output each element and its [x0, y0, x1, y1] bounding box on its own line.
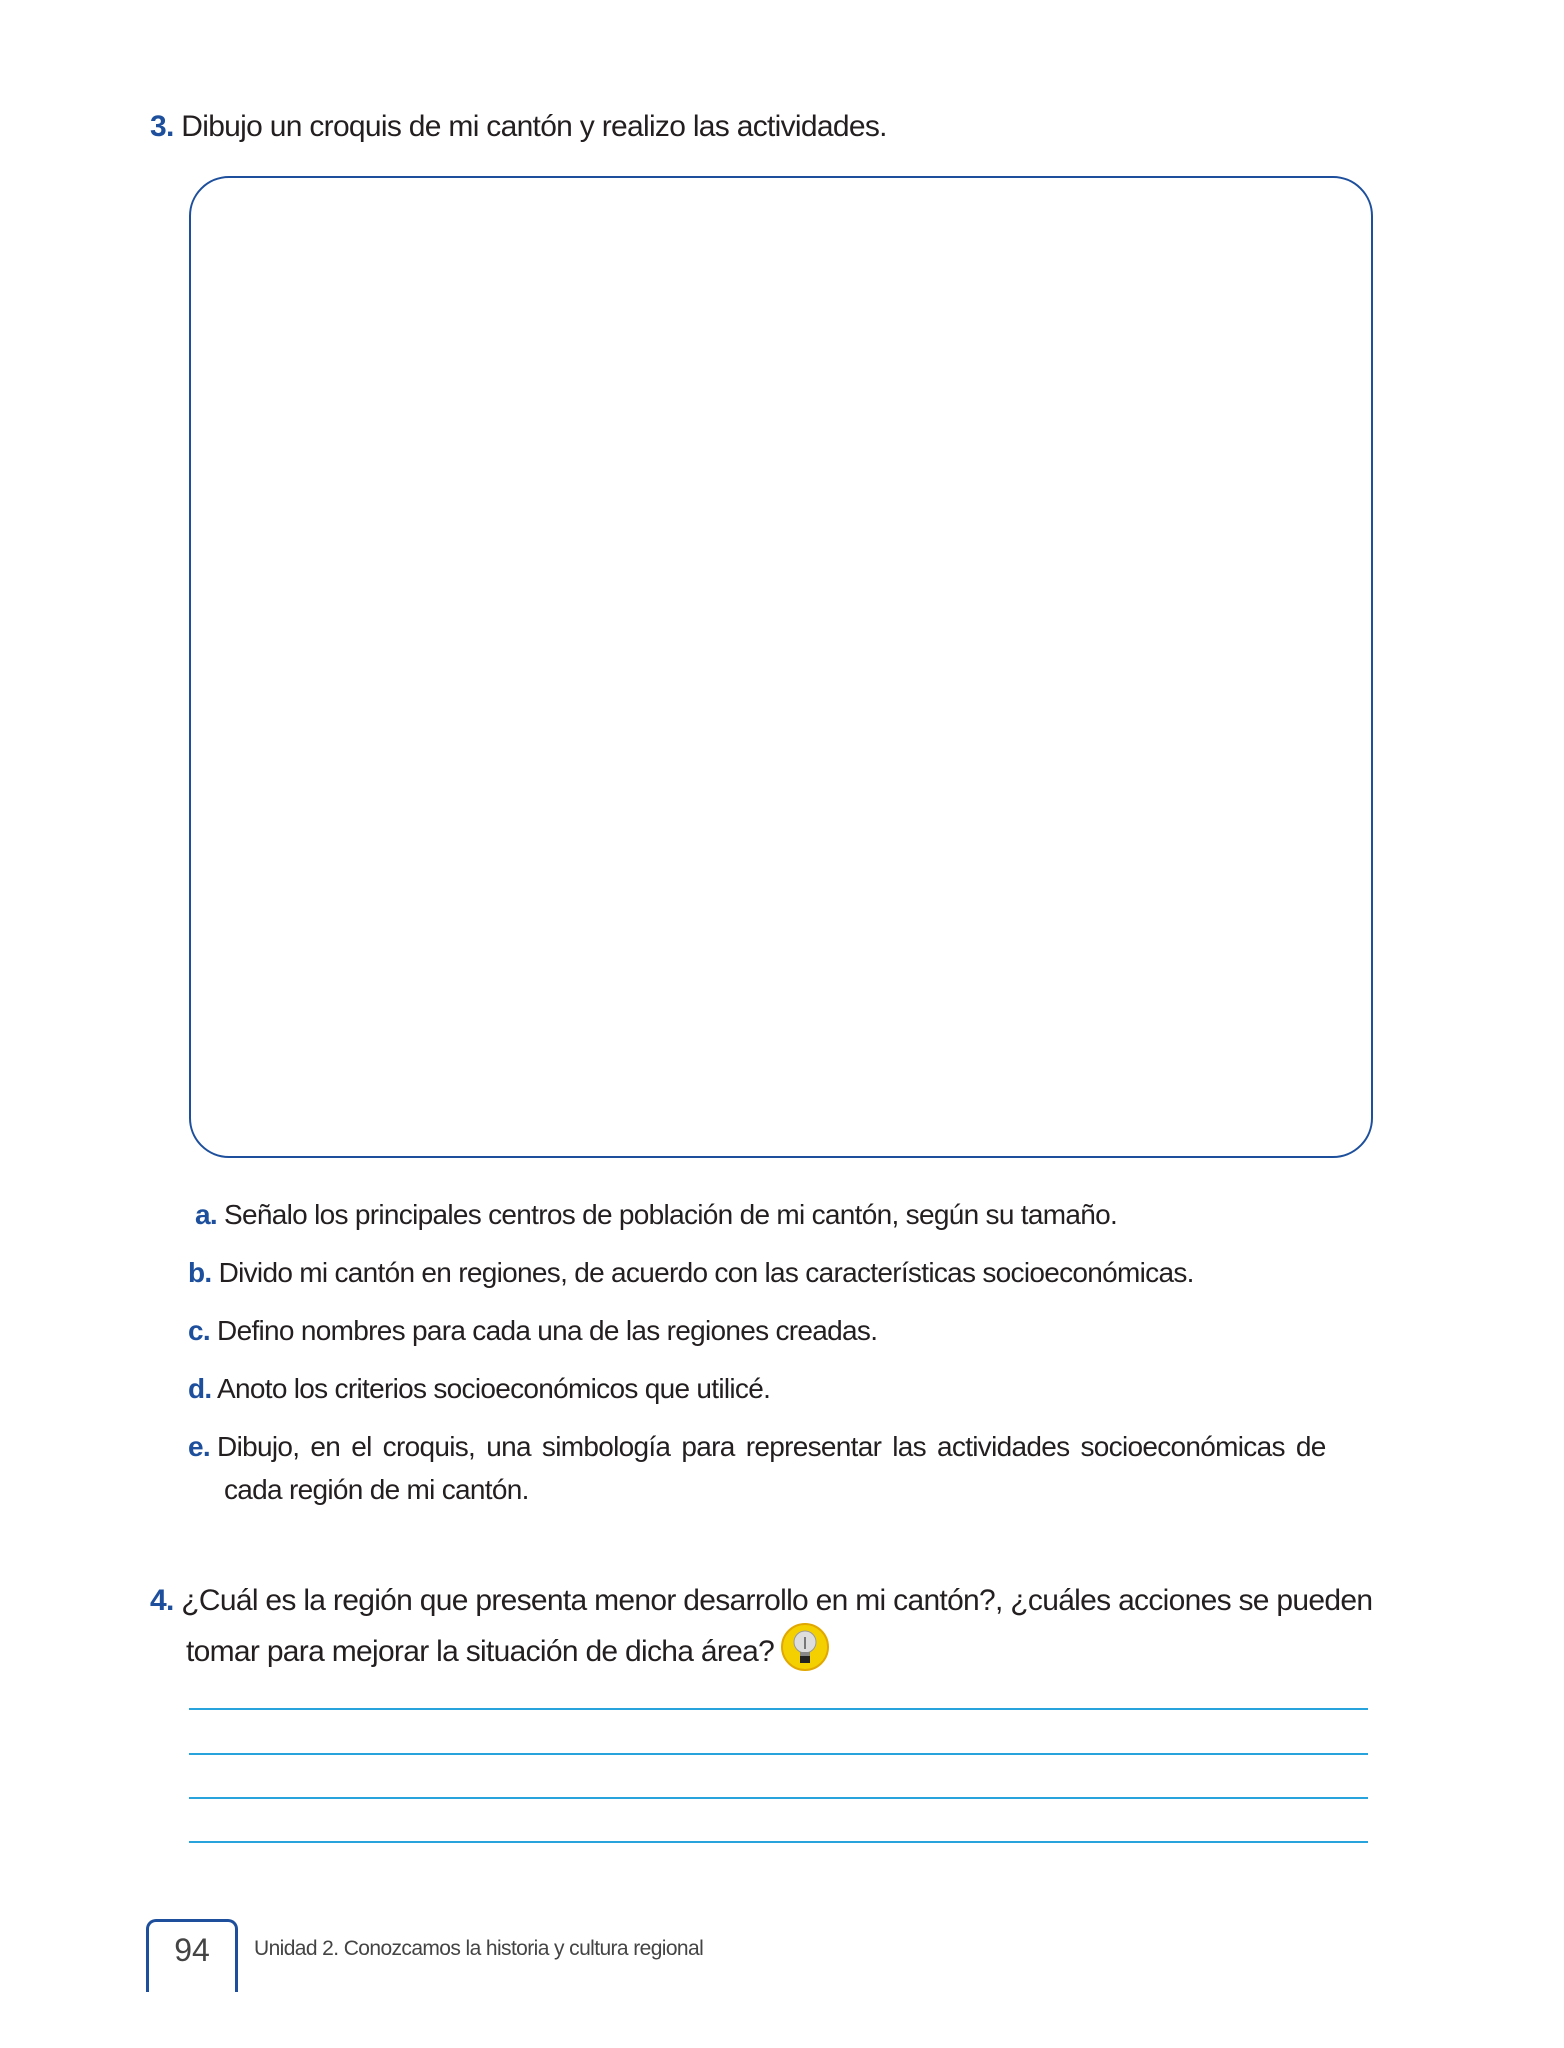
answer-line[interactable]: [189, 1841, 1368, 1843]
item-text-continued: cada región de mi cantón.: [224, 1474, 529, 1505]
sketch-drawing-area[interactable]: [189, 176, 1373, 1158]
lightbulb-icon: [780, 1622, 830, 1684]
answer-line[interactable]: [189, 1708, 1368, 1710]
item-text: Anoto los criterios socioeconómicos que utilicé.: [217, 1373, 771, 1404]
unit-title: Unidad 2. Conozcamos la historia y cultura regional: [254, 1937, 704, 1960]
list-item: [188, 1367, 770, 1410]
item-text: Dibujo, en el croquis, una simbología para representar las actividades socioeconómicas de: [217, 1431, 1326, 1462]
question-text: ¿Cuál es la región que presenta menor desarrollo en mi cantón?, ¿cuáles acciones se pueden: [181, 1584, 1373, 1617]
list-item: [188, 1425, 1326, 1468]
list-item: [195, 1193, 1117, 1236]
item-text: Defino nombres para cada una de las regiones creadas.: [217, 1315, 878, 1346]
exercise-3-heading: [150, 105, 887, 148]
exercise-number: 4.: [150, 1584, 174, 1617]
item-letter: a.: [195, 1199, 217, 1230]
exercise-4-question: [150, 1579, 1372, 1622]
item-letter: c.: [188, 1315, 210, 1346]
item-letter: e.: [188, 1431, 210, 1462]
item-text: Divido mi cantón en regiones, de acuerdo con las características socioeconómicas.: [218, 1257, 1194, 1288]
exercise-title: Dibujo un croquis de mi cantón y realizo las actividades.: [181, 110, 887, 143]
item-letter: b.: [188, 1257, 212, 1288]
page-number: 94: [146, 1919, 238, 1992]
question-text-continued: [186, 1622, 830, 1684]
item-letter: d.: [188, 1373, 212, 1404]
item-text: Señalo los principales centros de población de mi cantón, según su tamaño.: [224, 1199, 1118, 1230]
list-item: [188, 1251, 1194, 1294]
question-text: tomar para mejorar la situación de dicha área?: [186, 1634, 775, 1668]
answer-line[interactable]: [189, 1753, 1368, 1755]
list-item: [188, 1309, 877, 1352]
exercise-number: 3.: [150, 110, 174, 143]
answer-line[interactable]: [189, 1797, 1368, 1799]
